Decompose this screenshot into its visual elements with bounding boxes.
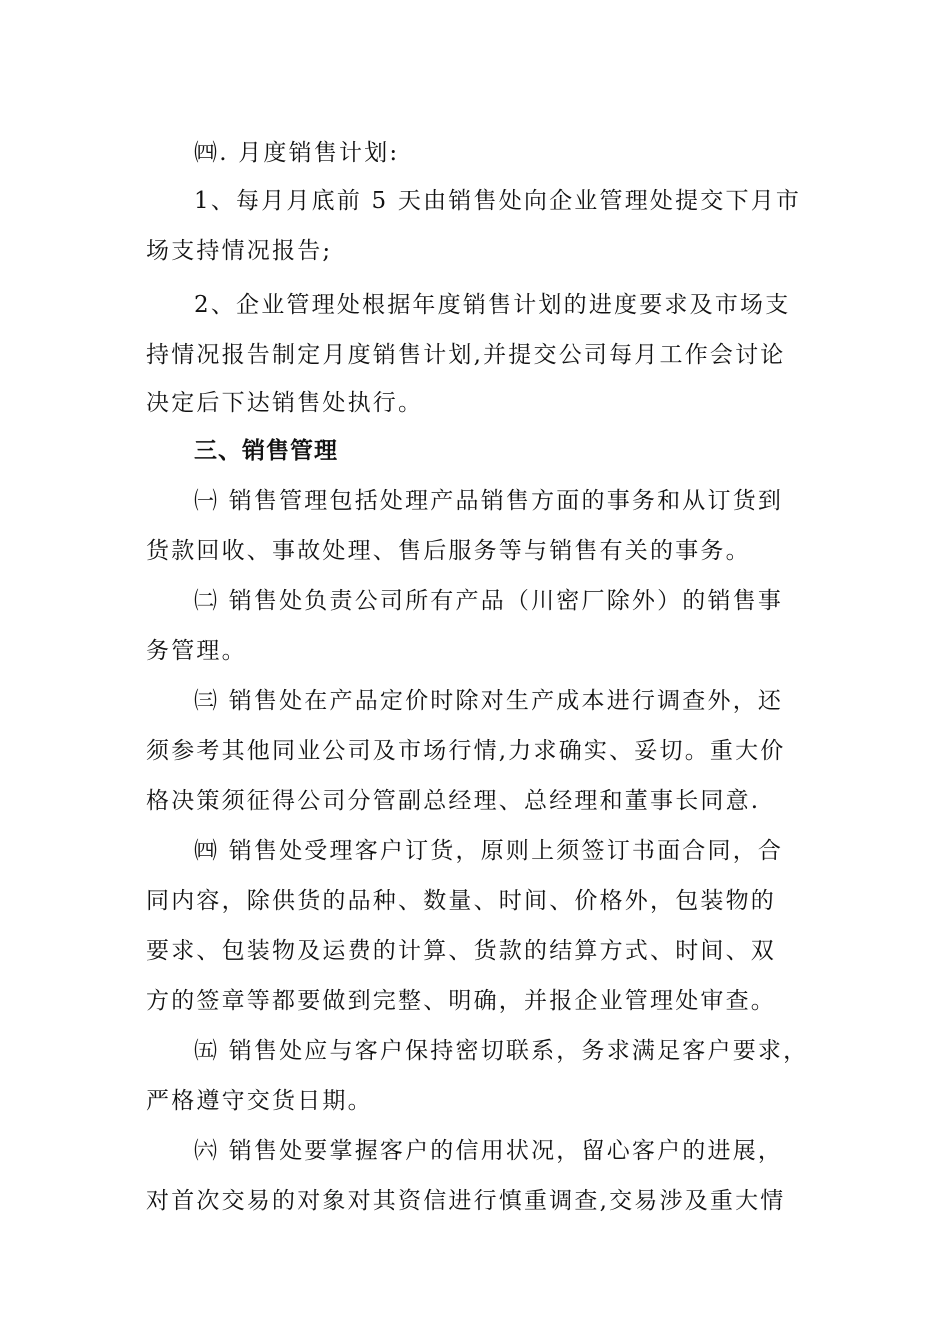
paragraph-line: 货款回收、事故处理、售后服务等与销售有关的事务。 [146,538,751,564]
paragraph-line: ㈥ 销售处要掌握客户的信用状况，留心客户的进展， [194,1138,784,1164]
section-heading-sales-management: 三、销售管理 [194,438,338,464]
paragraph-line: 2、企业管理处根据年度销售计划的进度要求及市场支 [194,292,791,318]
section-heading-monthly-plan: ㈣. 月度销售计划: [194,140,400,166]
paragraph-line: 1、每月月底前 5 天由销售处向企业管理处提交下月市 [194,188,802,214]
paragraph-line: ㈡ 销售处负责公司所有产品（川密厂除外）的销售事 [194,588,784,614]
paragraph-line: 要求、包装物及运费的计算、货款的结算方式、时间、双 [146,938,776,964]
paragraph-line: 对首次交易的对象对其资信进行慎重调查,交易涉及重大情 [146,1188,786,1214]
paragraph-line: 须参考其他同业公司及市场行情,力求确实、妥切。重大价 [146,738,786,764]
paragraph-line: 方的签章等都要做到完整、明确，并报企业管理处审查。 [146,988,776,1014]
paragraph-line: 务管理。 [146,638,247,664]
paragraph-line: ㈢ 销售处在产品定价时除对生产成本进行调查外，还 [194,688,784,714]
paragraph-line: 决定后下达销售处执行。 [146,390,424,416]
paragraph-line: ㈠ 销售管理包括处理产品销售方面的事务和从订货到 [194,488,784,514]
paragraph-line: 持情况报告制定月度销售计划,并提交公司每月工作会讨论 [146,342,786,368]
paragraph-line: 严格遵守交货日期。 [146,1088,373,1114]
paragraph-line: 同内容，除供货的品种、数量、时间、价格外，包装物的 [146,888,776,914]
paragraph-line: 场支持情况报告; [146,238,333,264]
paragraph-line: 格决策须征得公司分管副总经理、总经理和董事长同意. [146,788,761,814]
paragraph-line: ㈤ 销售处应与客户保持密切联系，务求满足客户要求， [194,1038,809,1064]
paragraph-line: ㈣ 销售处受理客户订货，原则上须签订书面合同，合 [194,838,784,864]
